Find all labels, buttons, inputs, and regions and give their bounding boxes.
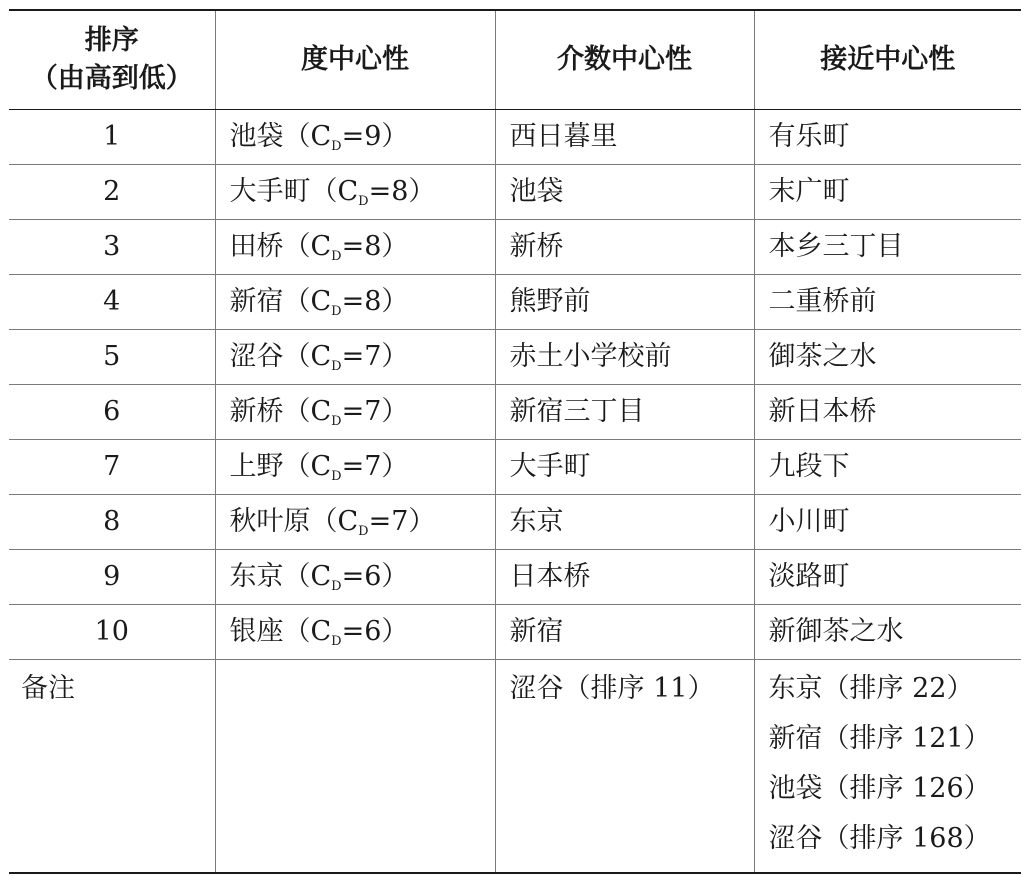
closeness-centrality-cell: 末广町 <box>754 164 1021 219</box>
degree-value: 7 <box>364 340 382 372</box>
rank-cell: 9 <box>9 549 215 604</box>
notes-degree-cell <box>215 659 495 873</box>
table-row <box>9 164 1021 219</box>
cd-symbol: C <box>337 175 359 207</box>
centrality-table-container <box>9 9 1021 874</box>
header-degree-centrality: 度中心性 <box>215 10 495 109</box>
betweenness-centrality-cell: 新宿三丁目 <box>495 384 754 439</box>
cd-subscript: D <box>331 138 342 154</box>
cd-symbol: C <box>310 450 332 482</box>
rank-cell: 8 <box>9 494 215 549</box>
cd-subscript: D <box>358 193 369 209</box>
cd-symbol: C <box>310 615 332 647</box>
cd-subscript: D <box>331 248 342 264</box>
degree-centrality-cell: 东京$(C_D=6)$ <box>215 549 495 604</box>
cd-subscript: D <box>331 358 342 374</box>
closeness-centrality-cell: 新日本桥 <box>754 384 1021 439</box>
notes-label: 备注 <box>9 659 215 873</box>
cd-symbol: C <box>337 505 359 537</box>
table-row <box>9 329 1021 384</box>
betweenness-centrality-cell: 日本桥 <box>495 549 754 604</box>
station-name: 银座 <box>229 615 284 647</box>
degree-centrality-cell: 涩谷$(C_D=7)$ <box>215 329 495 384</box>
betweenness-centrality-cell: 赤土小学校前 <box>495 329 754 384</box>
betweenness-centrality-cell: 新宿 <box>495 604 754 659</box>
closeness-centrality-cell: 本乡三丁目 <box>754 219 1021 274</box>
cd-symbol: C <box>310 285 332 317</box>
closeness-centrality-cell: 御茶之水 <box>754 329 1021 384</box>
station-name: 上野 <box>229 450 284 482</box>
betweenness-centrality-cell: 池袋 <box>495 164 754 219</box>
degree-value: 8 <box>364 230 382 262</box>
station-name: 东京 <box>229 560 284 592</box>
cd-subscript: D <box>358 523 369 539</box>
notes-closeness-cell <box>754 659 1021 873</box>
betweenness-centrality-cell: 西日暮里 <box>495 109 754 164</box>
rank-cell: 5 <box>9 329 215 384</box>
rank-cell: 4 <box>9 274 215 329</box>
cd-symbol: C <box>310 230 332 262</box>
station-name: 涩谷 <box>229 340 284 372</box>
betweenness-centrality-cell: 新桥 <box>495 219 754 274</box>
header-rank-line1: 排序 <box>84 24 139 56</box>
degree-centrality-cell: 秋叶原$(C_D=7)$ <box>215 494 495 549</box>
betweenness-centrality-cell: 大手町 <box>495 439 754 494</box>
table-row <box>9 384 1021 439</box>
betweenness-centrality-cell: 东京 <box>495 494 754 549</box>
rank-cell: 10 <box>9 604 215 659</box>
rank-cell: 1 <box>9 109 215 164</box>
degree-value: 6 <box>364 615 382 647</box>
table-row <box>9 549 1021 604</box>
table-row <box>9 494 1021 549</box>
cd-symbol: C <box>310 120 332 152</box>
table-row <box>9 604 1021 659</box>
station-name: 池袋 <box>229 120 284 152</box>
station-name: 新桥 <box>229 395 284 427</box>
degree-centrality-cell: 银座$(C_D=6)$ <box>215 604 495 659</box>
cd-symbol: C <box>310 560 332 592</box>
note-item: 新宿（排序 121） <box>768 722 991 754</box>
degree-value: 7 <box>391 505 409 537</box>
rank-cell: 2 <box>9 164 215 219</box>
cd-symbol: C <box>310 395 332 427</box>
degree-value: 6 <box>364 560 382 592</box>
cd-subscript: D <box>331 578 342 594</box>
header-row <box>9 10 1021 109</box>
header-betweenness-centrality: 介数中心性 <box>495 10 754 109</box>
degree-value: 8 <box>364 285 382 317</box>
header-rank-line2: （由高到低） <box>30 62 193 94</box>
rank-cell: 6 <box>9 384 215 439</box>
station-name: 田桥 <box>229 230 284 262</box>
notes-row <box>9 659 1021 873</box>
closeness-centrality-cell: 小川町 <box>754 494 1021 549</box>
degree-centrality-cell: 大手町$(C_D=8)$ <box>215 164 495 219</box>
degree-centrality-cell: 新宿$(C_D=8)$ <box>215 274 495 329</box>
station-name: 秋叶原 <box>229 505 311 537</box>
degree-value: 8 <box>391 175 409 207</box>
header-closeness-centrality: 接近中心性 <box>754 10 1021 109</box>
cd-subscript: D <box>331 303 342 319</box>
closeness-centrality-cell: 有乐町 <box>754 109 1021 164</box>
closeness-centrality-cell: 九段下 <box>754 439 1021 494</box>
table-row <box>9 274 1021 329</box>
betweenness-centrality-cell: 熊野前 <box>495 274 754 329</box>
closeness-centrality-cell: 二重桥前 <box>754 274 1021 329</box>
closeness-centrality-cell: 新御茶之水 <box>754 604 1021 659</box>
degree-value: 7 <box>364 450 382 482</box>
rank-cell: 3 <box>9 219 215 274</box>
cd-subscript: D <box>331 633 342 649</box>
table-row <box>9 109 1021 164</box>
degree-centrality-cell: 新桥$(C_D=7)$ <box>215 384 495 439</box>
degree-value: 7 <box>364 395 382 427</box>
station-name: 大手町 <box>229 175 311 207</box>
table-row <box>9 439 1021 494</box>
centrality-ranking-table <box>9 9 1021 874</box>
note-item: 涩谷（排序 11） <box>509 672 715 704</box>
degree-centrality-cell: 池袋$(C_D=9)$ <box>215 109 495 164</box>
note-item: 涩谷（排序 168） <box>768 822 991 854</box>
station-name: 新宿 <box>229 285 284 317</box>
degree-centrality-cell: 上野$(C_D=7)$ <box>215 439 495 494</box>
closeness-centrality-cell: 淡路町 <box>754 549 1021 604</box>
degree-centrality-cell: 田桥$(C_D=8)$ <box>215 219 495 274</box>
header-rank <box>9 10 215 109</box>
cd-subscript: D <box>331 413 342 429</box>
rank-cell: 7 <box>9 439 215 494</box>
cd-subscript: D <box>331 468 342 484</box>
note-item: 东京（排序 22） <box>768 672 974 704</box>
notes-betweenness-cell <box>495 659 754 873</box>
table-body <box>9 109 1021 873</box>
table-row <box>9 219 1021 274</box>
cd-symbol: C <box>310 340 332 372</box>
note-item: 池袋（排序 126） <box>768 772 991 804</box>
degree-value: 9 <box>364 120 382 152</box>
